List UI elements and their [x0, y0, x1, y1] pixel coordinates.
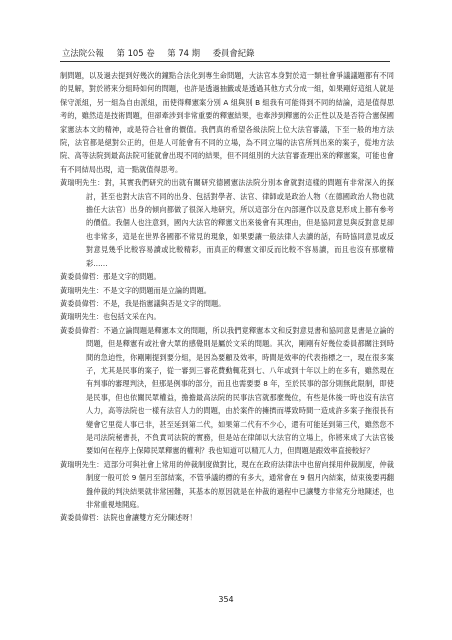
transcript-paragraph [60, 270, 394, 283]
publication-title: 立法院公報 [62, 48, 104, 58]
speaker-label: 黃委員偉哲： [60, 298, 104, 308]
transcript-paragraph [60, 284, 394, 297]
section-label: 委員會紀錄 [212, 48, 255, 58]
speaker-label: 黃委員偉哲： [60, 325, 104, 335]
paragraph-text: 不過立論問題是釋憲本文的問題，所以我們竟釋憲本文和反對意見書和協同意見書是立論的問題，但是釋憲有或社會大眾的感覺則是屬於文采的問題。其次，剛剛有好幾位委員都關注到時間的急迫性，你剛剛提到要分組，是因為要顧及效率，時間是效率的代表指標之一，現在很多案子，尤其是民事的案子，從一審到三審花費動輒花到七、八年或到十年以上的在多有，雖然現在有判事的審理判決，但那是例事的部分，而且也需要要 8 年，至於民事的部分則無此限制，即使是民事，但也依關民眾權益，擔擔最高法院的民事法官就那麼幾位，有些是休後一時也沒有法官人力，高等法院也一樣有法官人力的問題，由於案件的擁擠而導致時間一造成許多案子拖很長有變會它里從人事已非，甚至延到第二代，如果第二代有不少心，還有可能延到第三代，雖然您不是司法院秘書長，不負責司法院的實務，但是站在律師以大法官的立場上，你將來成了大法官後要如何在程序上保障民眾釋憲的權利？我也知道可以精兀人力，但問題是跟效率直接較好？ [86, 325, 394, 456]
volume-label: 第 105 卷 [116, 48, 155, 58]
page-header [62, 46, 392, 60]
speaker-label: 黃瑞明先生： [60, 285, 104, 295]
speaker-label: 黃瑞明先生： [60, 312, 104, 322]
transcript-paragraph [60, 324, 394, 458]
speaker-label: 黃委員偉哲： [60, 513, 104, 523]
transcript-paragraph [60, 310, 394, 323]
speaker-label: 黃委員偉哲： [60, 272, 104, 282]
paragraph-text: 不是，我是指憲議與否是文字的問題。 [103, 298, 226, 308]
paragraph-text: 不是文字的問題而是立論的問題。 [103, 285, 211, 295]
paragraph-text: 那是文字的問題。 [103, 272, 161, 282]
page-number: 354 [218, 595, 234, 604]
paragraph-text: 法院也會讓雙方充分陳述呀！ [103, 513, 197, 523]
transcript-paragraph [60, 297, 394, 310]
transcript-paragraph [60, 176, 394, 270]
speaker-label: 黃瑞明先生： [60, 459, 104, 469]
transcript-paragraph [60, 458, 394, 512]
paragraph-text: 也包括文采在內。 [103, 312, 161, 322]
paragraph-text: 對，其實我們研究的出就有關研究德國憲法法院分別本會就對這樣的問題有非常深入的探討，甚至也對大法官不同的出身、包括對學者、法官、律師或是政治人物（在德國政治人物也就擔任大法官）出身的傾向都做了很深入地研究，所以這部分在內部運作以及意見形成上都有參考的價值。我個人也注意到，國內大法官的釋憲文出來後會有其理由，但是協同意見與反對意見卻也非常多，這是在世界各國都不常見的現象，如果要讓一般法律人去讀的話，有時協同意見或反對意見幾乎比較容易讀或比較精彩，而真正的釋憲文卻反而比較不容易讀，而且也沒有那麼精彩…… [86, 178, 394, 268]
transcript-paragraph [60, 511, 394, 524]
transcript-body [60, 69, 394, 525]
paragraph-text: 制問題，以及過去提到好幾次的鐘點合法化到專生命問題，大法官本身對於這一類社會爭議議題都有不同的見解，對於將來分組時如何的問題，也許是透過抽籤或是透過其他方式分成一組，如果剛好這組人就是保守派組，另一組為自由派組，而使得釋憲案分別 A 組與別 B 組我有可能得到不同的結論，這是值得思考的，雖然這是技術問題，但卻牽涉到非常重要的釋憲結果，也牽涉到釋憲的公正性以及是否符合憲保國家憲法本文的精神，或是符合社會的價值。我們真的希望各級法院上位大法官審議，下至一般的地方法院，法官都是絕對公正的，但是人可能會有不同的立場，為不同立場的法官所判出來的案子，從地方法院、高等法院到最高法院可能就會出現不同的結果，但不同組別的大法官審查理出來的釋憲案，可能也會有不同結局出現，這一點就值得思考。 [60, 71, 394, 174]
issue-label: 第 74 期 [167, 48, 201, 58]
speaker-label: 黃瑞明先生： [60, 178, 105, 188]
transcript-paragraph [60, 69, 394, 176]
paragraph-text: 這部分可與社會上常用的仲裁制度做對比，現在在政府法律法中也留向採用仲裁制度，仲裁制度一般可於 9 個月至部結案，不管爭議的標的有多大，通常會在 9 個月內結案，結束後要再翻盤仲裁的判決結果就非常困難，其基本的原因就是在仲裁的過程中已讓雙方非常充分地陳述，也非常重視地開庭。 [86, 459, 394, 509]
header-rule [60, 61, 390, 62]
